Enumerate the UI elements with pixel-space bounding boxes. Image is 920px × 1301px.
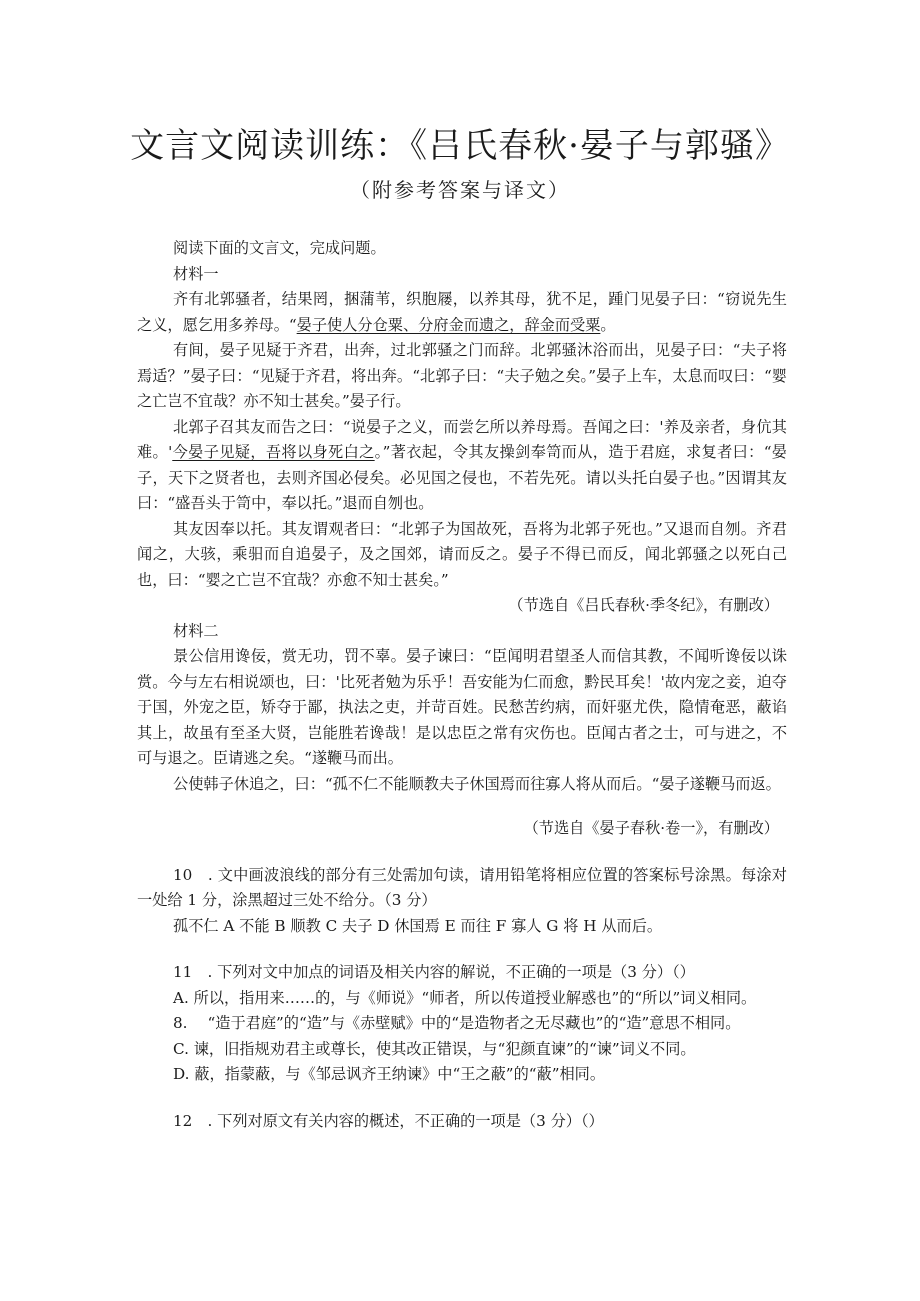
document-body xyxy=(137,236,787,1134)
spacer xyxy=(137,842,787,863)
question-11-stem: 11 . 下列对文中加点的词语及相关内容的解说，不正确的一项是（3 分）（） xyxy=(173,963,695,981)
material1-label: 材料一 xyxy=(173,264,219,283)
material1-paragraph-2: 有间，晏子见疑于齐君，出奔，过北郭骚之门而辞。北郭骚沐浴而出，见晏子曰：“夫子将焉适？”晏子曰：“见疑于齐君，将出奔。“北郭子曰：“夫子勉之矣。”晏子上车，太息而叹曰：“婴之亡岂不宜哉？亦不知士甚矣。”晏子行。 xyxy=(137,341,787,410)
intro-text: 阅读下面的文言文，完成问题。 xyxy=(173,239,386,257)
material2-paragraph-1: 景公信用谗佞，赏无功，罚不辜。晏子谏曰：“臣闻明君望圣人而信其教，不闻听谗佞以诛赏。今与左右相说颂也，曰：'比死者勉为乐乎！吾安能为仁而愈，黔民耳矣！'故内宠之妾，迫夺于国，外宠之臣，矫夺于鄙，执法之吏，并苛百姓。民愁苦约病，而奸驱尤佚，隐情奄恶，蔽谄其上，故虽有至圣大贤，岂能胜若谗哉！是以忠臣之常有灾伤也。臣闻古者之士，可与进之，不可与退之。臣请逃之矣。“遂鞭马而出。 xyxy=(137,647,787,767)
material1-paragraph-4: 其友因奉以托。其友谓观者曰：“北郭子为国故死，吾将为北郭子死也。”又退而自刎。齐君闻之，大骇，乘驲而自追晏子，及之国郊，请而反之。晏子不得已而反，闻北郭骚之以死白己也，曰：“婴之亡岂不宜哉？亦愈不知士甚矣。” xyxy=(137,519,787,589)
material1-p3-text: 北郭子召其友而告之曰：“说晏子之义，而尝乞所以养母焉。吾闻之曰：'养及亲者，身伉其难。' xyxy=(137,417,787,461)
material2-label: 材料二 xyxy=(173,621,219,640)
material1-source: （节选自《吕氏春秋·季冬纪》，有删改） xyxy=(508,596,779,614)
spacer xyxy=(137,939,787,960)
question-11-option-d: D. 蔽，指蒙蔽，与《邹忌讽齐王纳谏》中“王之蔽”的“蔽”相同。 xyxy=(173,1065,606,1083)
material2-source: （节选自《晏子春秋·卷一》，有删改） xyxy=(523,819,779,837)
question-11-option-c: C. 谏，旧指规劝君主或尊长，使其改正错误，与“犯颜直谏”的“谏”词义不同。 xyxy=(173,1039,696,1058)
material1-p1-underlined: 晏子使人分仓粟、分府金而遗之，辞金而受粟 xyxy=(296,315,601,334)
material1-p1-end: 。 xyxy=(600,315,616,334)
page-title: 文言文阅读训练：《吕氏春秋·晏子与郭骚》 xyxy=(130,126,790,166)
material1-p3-underlined: 今晏子见疑，吾将以身死白之 xyxy=(172,443,375,461)
question-12-stem: 12 . 下列对原文有关内容的概述，不正确的一项是（3 分）（） xyxy=(173,1111,604,1130)
question-11-option-b: 8. “造于君庭”的“造”与《赤壁赋》中的“是造物者之无尽藏也”的“造”意思不相同。 xyxy=(173,1014,741,1032)
material1-p3-end: 。”著衣起，令其友操剑奉笥而从，造于君庭，求复者曰：“晏子，天下之贤者也，去则齐国必侵矣。必见国之侵也，不若先死。请以头托白晏子也。”因谓其友曰：“盛吾头于笥中，奉以托。”退而自刎也。 xyxy=(137,443,787,512)
material1-paragraph-1 xyxy=(137,287,787,338)
material2-paragraph-2: 公使韩子休追之，曰：“孤不仁不能顺教夫子休国焉而往寡人将从而后。“晏子遂鞭马而返。 xyxy=(173,774,781,793)
question-10-text: 孤不仁 A 不能 B 顺教 C 夫子 D 休国焉 E 而往 F 寡人 G 将 H 从而后。 xyxy=(173,916,663,935)
question-11-option-a: A. 所以，指用来……的，与《师说》“师者，所以传道授业解惑也”的“所以”词义相同。 xyxy=(173,988,757,1007)
page-subtitle: （附参考答案与译文） xyxy=(350,178,570,202)
spacer xyxy=(137,797,787,816)
spacer xyxy=(137,1088,787,1109)
material1-p1-text: 齐有北郭骚者，结果罔，捆蒲苇，织胞屦，以养其母，犹不足，踵门见晏子曰：“窃说先生之义，愿乞用多养母。“ xyxy=(137,290,787,334)
material1-paragraph-3 xyxy=(137,415,787,517)
question-10-stem: 10 . 文中画波浪线的部分有三处需加句读，请用铅笔将相应位置的答案标号涂黑。每涂对一处给 1 分，涂黑超过三处不给分。（3 分） xyxy=(137,865,787,909)
